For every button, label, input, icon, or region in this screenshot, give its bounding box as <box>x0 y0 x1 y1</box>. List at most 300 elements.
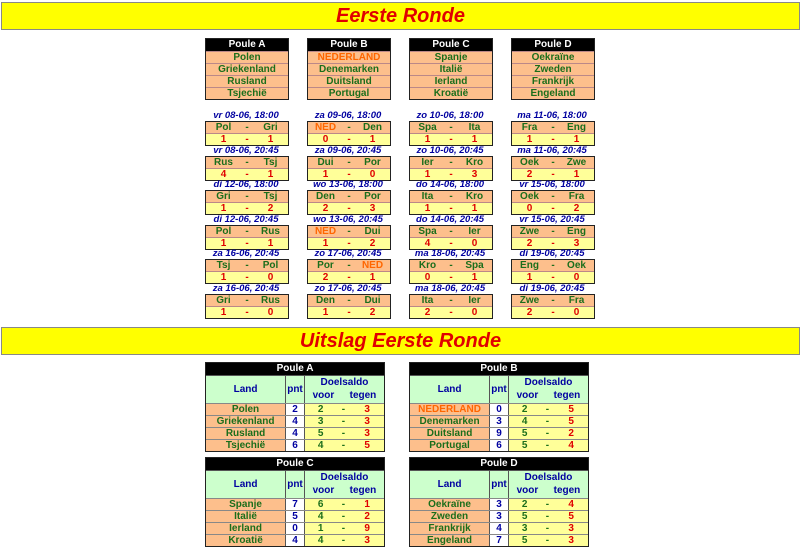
home-team: Eng <box>520 260 539 271</box>
pool-team: NEDERLAND <box>308 51 390 63</box>
home-team: Ita <box>421 191 434 202</box>
row-dash: - <box>337 499 351 510</box>
vs-dash: - <box>347 225 351 237</box>
match-date: ma 18-06, 20:45 <box>414 248 486 259</box>
results-title: Uitslag Eerste Ronde <box>1 327 800 355</box>
match-score <box>308 168 390 180</box>
away-score: 2 <box>369 237 376 249</box>
vs-dash: - <box>245 156 249 168</box>
vs-dash: - <box>551 156 555 168</box>
row-tegen: 5 <box>554 404 588 415</box>
match-box <box>409 156 493 181</box>
away-team: Dui <box>364 225 381 237</box>
results-column-headers <box>206 470 384 498</box>
match-box <box>409 121 493 146</box>
row-tegen: 9 <box>350 523 384 534</box>
home-team: Gri <box>216 191 231 202</box>
away-team: Rus <box>261 225 280 237</box>
away-score: 1 <box>267 134 274 145</box>
home-score: 2 <box>526 306 533 318</box>
header-land: Land <box>206 376 286 403</box>
row-land: Polen <box>206 404 286 415</box>
vs-dash: - <box>449 294 453 306</box>
pool-team: Kroatië <box>410 87 492 99</box>
results-column-headers <box>410 470 588 498</box>
row-land: Engeland <box>410 535 490 546</box>
results-table <box>409 362 589 452</box>
away-score: 3 <box>369 203 376 214</box>
away-team: Ita <box>468 122 481 133</box>
away-team: Por <box>364 191 381 202</box>
match-box <box>511 225 595 250</box>
round1-title: Eerste Ronde <box>1 2 800 30</box>
match-box <box>205 190 289 215</box>
away-score: 1 <box>369 134 376 145</box>
match-date: di 19-06, 20:45 <box>519 248 585 259</box>
table-row <box>410 534 588 546</box>
match-score <box>206 202 288 214</box>
home-score: 2 <box>322 203 329 214</box>
score-dash: - <box>449 134 453 145</box>
row-dash: - <box>541 428 555 439</box>
home-team: Spa <box>418 122 437 133</box>
vs-dash: - <box>245 260 249 271</box>
match-date: vr 08-06, 20:45 <box>213 144 279 156</box>
row-pnt: 6 <box>490 440 509 451</box>
away-score: 3 <box>471 168 478 180</box>
score-dash: - <box>347 134 351 145</box>
row-tegen: 5 <box>554 416 588 427</box>
vs-dash: - <box>551 260 555 271</box>
match-date: ma 11-06, 18:00 <box>517 110 587 121</box>
row-pnt: 2 <box>286 404 305 415</box>
match-score <box>512 306 594 318</box>
row-land: Zweden <box>410 511 490 522</box>
match-box <box>511 190 595 215</box>
match-date: di 12-06, 20:45 <box>213 213 279 225</box>
pool-team: Rusland <box>206 75 288 87</box>
home-team: Oek <box>520 156 539 168</box>
away-team: Ier <box>468 225 481 237</box>
score-dash: - <box>245 237 249 249</box>
row-pnt: 0 <box>286 523 305 534</box>
away-team: Rus <box>261 294 280 306</box>
table-row <box>410 498 588 510</box>
pool-team: Griekenland <box>206 63 288 75</box>
match-score <box>206 237 288 249</box>
vs-dash: - <box>449 156 453 168</box>
table-row <box>410 522 588 534</box>
home-team: Tsj <box>216 260 231 271</box>
match-box <box>307 121 391 146</box>
away-team: Eng <box>567 122 586 133</box>
match-score <box>410 133 492 145</box>
pool-header: Poule A <box>206 39 288 51</box>
row-dash: - <box>541 416 555 427</box>
away-score: 1 <box>573 168 580 180</box>
header-pnt: pnt <box>490 376 509 403</box>
match-date: wo 13-06, 20:45 <box>313 213 383 225</box>
table-row <box>206 415 384 427</box>
match-teams <box>206 260 288 271</box>
table-row <box>206 534 384 546</box>
home-team: NED <box>314 225 337 237</box>
match-teams <box>512 260 594 271</box>
vs-dash: - <box>347 191 351 202</box>
home-score: 0 <box>322 134 329 145</box>
table-row <box>206 522 384 534</box>
home-score: 0 <box>424 272 431 283</box>
match-score <box>308 133 390 145</box>
away-team: Tsj <box>263 191 278 202</box>
table-row <box>410 403 588 415</box>
match-teams <box>308 122 390 133</box>
header-doelsaldo-sub <box>305 389 384 402</box>
pool-header: Poule B <box>308 39 390 51</box>
header-doelsaldo-label: Doelsaldo <box>524 377 573 388</box>
match-box <box>511 156 595 181</box>
vs-dash: - <box>449 191 453 202</box>
header-voor: voor <box>516 485 539 496</box>
score-dash: - <box>551 306 555 318</box>
vs-dash: - <box>347 122 351 133</box>
row-pnt: 6 <box>286 440 305 451</box>
home-score: 1 <box>322 168 329 180</box>
table-row <box>410 510 588 522</box>
vs-dash: - <box>551 191 555 202</box>
match-teams <box>206 295 288 306</box>
results-table <box>205 362 385 452</box>
results-column-headers <box>410 375 588 403</box>
match-box <box>205 121 289 146</box>
row-dash: - <box>541 535 555 546</box>
away-score: 0 <box>471 306 478 318</box>
row-land: Rusland <box>206 428 286 439</box>
home-score: 2 <box>526 168 533 180</box>
row-voor: 5 <box>509 511 541 522</box>
header-land: Land <box>410 471 490 498</box>
home-score: 1 <box>424 203 431 214</box>
row-land: Frankrijk <box>410 523 490 534</box>
vs-dash: - <box>449 260 453 271</box>
table-row <box>206 427 384 439</box>
score-dash: - <box>449 237 453 249</box>
vs-dash: - <box>551 225 555 237</box>
header-pnt: pnt <box>286 376 305 403</box>
table-row <box>206 403 384 415</box>
home-score: 1 <box>322 306 329 318</box>
row-tegen: 3 <box>350 404 384 415</box>
home-score: 1 <box>322 237 329 249</box>
away-score: 1 <box>369 272 376 283</box>
match-score <box>308 237 390 249</box>
away-score: 1 <box>267 237 274 249</box>
results-pool-header: Poule D <box>410 458 588 470</box>
header-doelsaldo-label: Doelsaldo <box>320 377 369 388</box>
away-score: 0 <box>267 272 274 283</box>
header-doelsaldo-label: Doelsaldo <box>524 472 573 483</box>
match-teams <box>206 122 288 133</box>
match-box <box>511 294 595 319</box>
match-teams <box>206 191 288 202</box>
pool-team: Italië <box>410 63 492 75</box>
match-score <box>308 271 390 283</box>
score-dash: - <box>551 168 555 180</box>
row-voor: 5 <box>305 428 337 439</box>
match-date: zo 17-06, 20:45 <box>314 248 382 259</box>
pool-team: Ierland <box>410 75 492 87</box>
match-date: za 09-06, 18:00 <box>314 110 382 121</box>
row-tegen: 3 <box>554 535 588 546</box>
header-land: Land <box>206 471 286 498</box>
row-voor: 5 <box>509 428 541 439</box>
home-score: 1 <box>220 203 227 214</box>
row-land: Portugal <box>410 440 490 451</box>
row-voor: 4 <box>305 535 337 546</box>
header-tegen: tegen <box>553 485 581 496</box>
header-tegen: tegen <box>349 485 377 496</box>
away-team: Fra <box>568 294 585 306</box>
match-box <box>307 156 391 181</box>
home-score: 4 <box>424 237 431 249</box>
results-pool-header: Poule B <box>410 363 588 375</box>
away-team: Gri <box>263 122 278 133</box>
score-dash: - <box>347 237 351 249</box>
row-dash: - <box>337 535 351 546</box>
match-score <box>410 271 492 283</box>
score-dash: - <box>245 203 249 214</box>
match-box <box>307 259 391 284</box>
pool-team: Duitsland <box>308 75 390 87</box>
match-date: zo 10-06, 18:00 <box>416 110 484 121</box>
away-score: 1 <box>267 168 274 180</box>
results-column-headers <box>206 375 384 403</box>
pool-team: Tsjechië <box>206 87 288 99</box>
match-score <box>512 202 594 214</box>
match-score <box>512 133 594 145</box>
home-team: Zwe <box>519 294 540 306</box>
match-date: vr 08-06, 18:00 <box>213 110 279 121</box>
score-dash: - <box>347 203 351 214</box>
match-date: wo 13-06, 18:00 <box>313 179 383 190</box>
header-doelsaldo-label: Doelsaldo <box>320 472 369 483</box>
away-team: Oek <box>567 260 586 271</box>
match-teams <box>512 295 594 306</box>
match-score <box>206 168 288 180</box>
score-dash: - <box>245 168 249 180</box>
row-land: Italië <box>206 511 286 522</box>
row-pnt: 7 <box>490 535 509 546</box>
match-score <box>206 133 288 145</box>
score-dash: - <box>449 306 453 318</box>
match-score <box>410 202 492 214</box>
header-voor: voor <box>312 485 335 496</box>
away-team: Den <box>363 122 382 133</box>
row-tegen: 2 <box>350 511 384 522</box>
home-team: Den <box>316 191 335 202</box>
away-score: 2 <box>573 203 580 214</box>
score-dash: - <box>551 237 555 249</box>
away-score: 0 <box>369 168 376 180</box>
match-box <box>409 225 493 250</box>
row-dash: - <box>541 511 555 522</box>
header-voor: voor <box>516 390 539 401</box>
row-land: Denemarken <box>410 416 490 427</box>
away-team: NED <box>361 260 384 271</box>
table-row <box>410 415 588 427</box>
pool-box <box>307 38 391 100</box>
match-date: zo 10-06, 20:45 <box>416 144 484 156</box>
pool-team: Zweden <box>512 63 594 75</box>
home-team: Kro <box>418 260 437 271</box>
match-date: di 19-06, 20:45 <box>519 282 585 294</box>
home-team: Den <box>316 294 335 306</box>
home-team: Ier <box>421 156 434 168</box>
table-row <box>206 439 384 451</box>
match-box <box>205 259 289 284</box>
header-doelsaldo <box>509 471 588 498</box>
away-score: 1 <box>471 272 478 283</box>
match-score <box>410 168 492 180</box>
away-score: 1 <box>471 203 478 214</box>
away-team: Por <box>364 156 381 168</box>
pool-header: Poule C <box>410 39 492 51</box>
row-voor: 4 <box>305 440 337 451</box>
home-score: 4 <box>220 168 227 180</box>
match-box <box>511 121 595 146</box>
home-score: 1 <box>220 306 227 318</box>
results-table <box>205 457 385 547</box>
away-score: 0 <box>573 272 580 283</box>
match-date: za 09-06, 20:45 <box>314 144 382 156</box>
home-score: 1 <box>526 134 533 145</box>
match-teams <box>410 295 492 306</box>
header-doelsaldo <box>509 376 588 403</box>
row-voor: 2 <box>305 404 337 415</box>
pool-box <box>511 38 595 100</box>
row-land: Oekraïne <box>410 499 490 510</box>
home-team: Rus <box>214 156 233 168</box>
row-tegen: 4 <box>554 499 588 510</box>
header-pnt: pnt <box>490 471 509 498</box>
table-row <box>206 498 384 510</box>
match-date: do 14-06, 18:00 <box>415 179 485 190</box>
pool-team: Portugal <box>308 87 390 99</box>
home-score: 2 <box>424 306 431 318</box>
vs-dash: - <box>449 122 453 133</box>
match-date: za 16-06, 20:45 <box>212 248 280 259</box>
away-team: Pol <box>262 260 279 271</box>
pool-team: Oekraïne <box>512 51 594 63</box>
match-teams <box>410 191 492 202</box>
match-score <box>206 306 288 318</box>
match-box <box>205 225 289 250</box>
header-doelsaldo-sub <box>509 484 588 497</box>
match-box <box>409 190 493 215</box>
row-voor: 2 <box>509 404 541 415</box>
row-tegen: 2 <box>554 428 588 439</box>
results-pool-header: Poule A <box>206 363 384 375</box>
row-pnt: 9 <box>490 428 509 439</box>
away-team: Eng <box>567 225 586 237</box>
away-team: Spa <box>465 260 484 271</box>
match-teams <box>308 295 390 306</box>
score-dash: - <box>245 134 249 145</box>
pool-team: Denemarken <box>308 63 390 75</box>
match-teams <box>410 260 492 271</box>
vs-dash: - <box>551 122 555 133</box>
score-dash: - <box>347 168 351 180</box>
score-dash: - <box>551 134 555 145</box>
match-teams <box>512 157 594 168</box>
header-tegen: tegen <box>349 390 377 401</box>
header-doelsaldo-sub <box>509 389 588 402</box>
home-score: 1 <box>424 168 431 180</box>
row-voor: 5 <box>509 440 541 451</box>
away-team: Fra <box>568 191 585 202</box>
match-score <box>512 168 594 180</box>
row-land: Tsjechië <box>206 440 286 451</box>
match-date: zo 17-06, 20:45 <box>314 282 382 294</box>
match-score <box>512 271 594 283</box>
row-voor: 5 <box>509 535 541 546</box>
row-tegen: 3 <box>554 523 588 534</box>
vs-dash: - <box>245 122 249 133</box>
vs-dash: - <box>245 225 249 237</box>
row-pnt: 4 <box>490 523 509 534</box>
results-pool-header: Poule C <box>206 458 384 470</box>
pool-team: Frankrijk <box>512 75 594 87</box>
away-team: Zwe <box>566 156 587 168</box>
pool-box <box>205 38 289 100</box>
row-land: Ierland <box>206 523 286 534</box>
row-tegen: 5 <box>350 440 384 451</box>
pool-box <box>409 38 493 100</box>
away-score: 0 <box>573 306 580 318</box>
row-dash: - <box>337 428 351 439</box>
table-row <box>206 510 384 522</box>
away-team: Dui <box>364 294 381 306</box>
vs-dash: - <box>347 260 351 271</box>
header-doelsaldo-sub <box>305 484 384 497</box>
match-box <box>511 259 595 284</box>
score-dash: - <box>551 272 555 283</box>
home-score: 2 <box>322 272 329 283</box>
pool-team: Polen <box>206 51 288 63</box>
row-tegen: 3 <box>350 535 384 546</box>
match-date: ma 18-06, 20:45 <box>414 282 486 294</box>
home-team: Zwe <box>519 225 540 237</box>
match-score <box>410 237 492 249</box>
row-land: Duitsland <box>410 428 490 439</box>
row-tegen: 1 <box>350 499 384 510</box>
header-voor: voor <box>312 390 335 401</box>
home-team: Ita <box>421 294 434 306</box>
row-tegen: 3 <box>350 416 384 427</box>
row-voor: 1 <box>305 523 337 534</box>
row-voor: 4 <box>509 416 541 427</box>
pool-header: Poule D <box>512 39 594 51</box>
pool-team: Spanje <box>410 51 492 63</box>
header-pnt: pnt <box>286 471 305 498</box>
match-teams <box>308 226 390 237</box>
vs-dash: - <box>245 294 249 306</box>
header-doelsaldo <box>305 376 384 403</box>
match-teams <box>308 191 390 202</box>
score-dash: - <box>245 272 249 283</box>
row-land: Griekenland <box>206 416 286 427</box>
away-score: 3 <box>573 237 580 249</box>
